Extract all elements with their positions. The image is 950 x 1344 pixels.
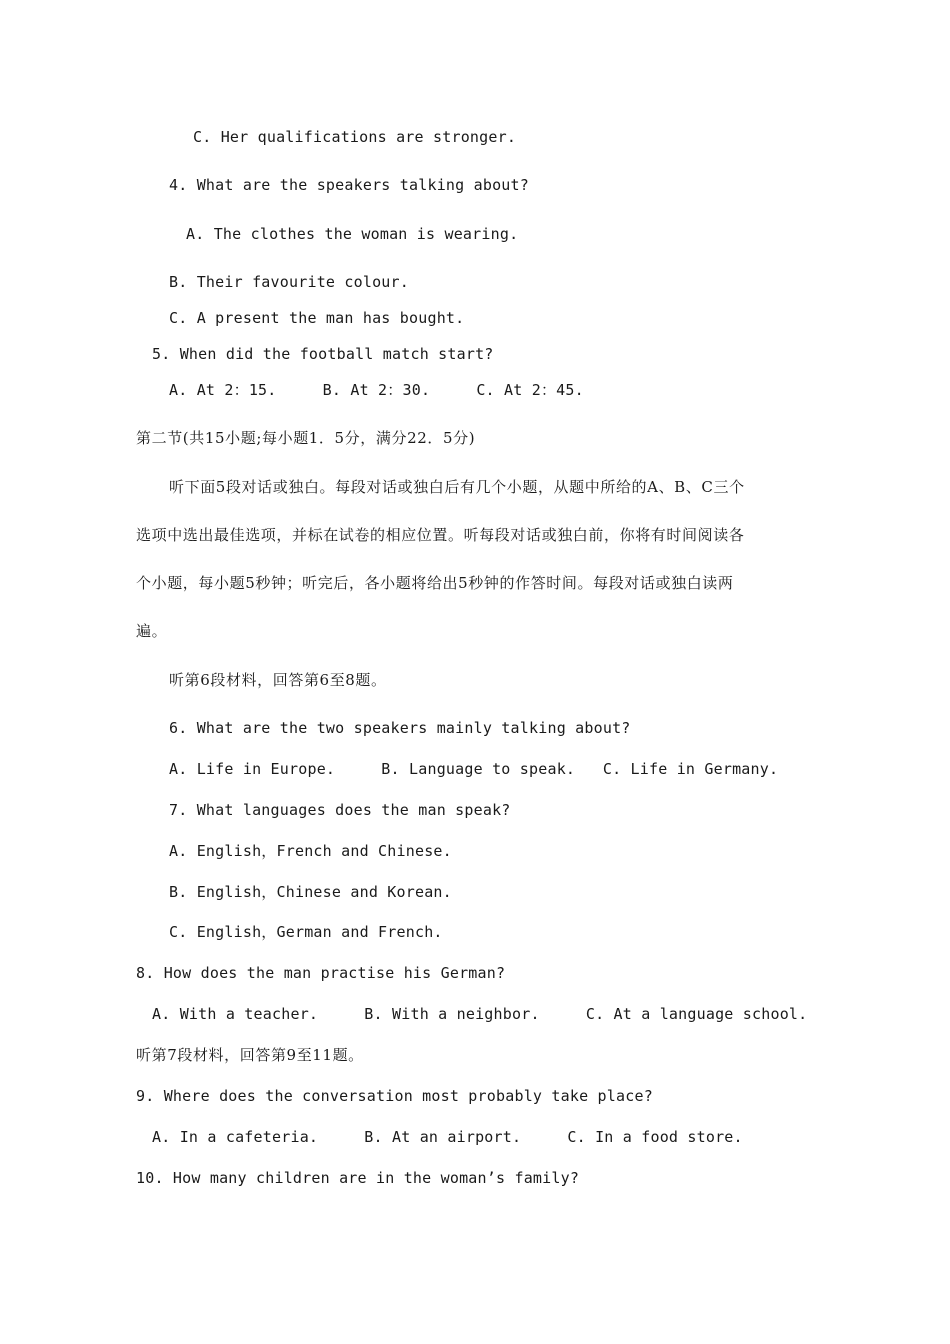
q4-option-a: A. The clothes the woman is wearing. [186, 225, 519, 243]
q4-question: 4. What are the speakers talking about? [169, 176, 529, 194]
q6-options: A. Life in Europe. B. Language to speak. C. Life in Germany. [169, 760, 779, 778]
instructions-line-1: 听下面5段对话或独白。每段对话或独白后有几个小题，从题中所给的A、B、C三个 [169, 478, 745, 496]
q4-option-b: B. Their favourite colour. [169, 273, 409, 291]
q5-options: A. At 2：15. B. At 2：30. C. At 2：45. [169, 381, 584, 399]
q10-question: 10. How many children are in the woman’s family? [136, 1169, 580, 1187]
q4-option-c: C. A present the man has bought. [169, 309, 465, 327]
q3-option-c: C. Her qualifications are stronger. [193, 128, 517, 146]
q9-question: 9. Where does the conversation most probably take place? [136, 1087, 653, 1105]
q7-option-b: B. English，Chinese and Korean. [169, 883, 452, 901]
q5-question: 5. When did the football match start? [152, 345, 494, 363]
q9-options: A. In a cafeteria. B. At an airport. C. In a food store. [152, 1128, 743, 1146]
q7-question: 7. What languages does the man speak? [169, 801, 511, 819]
q6-question: 6. What are the two speakers mainly talking about? [169, 719, 631, 737]
material-6-heading: 听第6段材料，回答第6至8题。 [169, 671, 387, 689]
instructions-line-3: 个小题，每小题5秒钟；听完后，各小题将给出5秒钟的作答时间。每段对话或独白读两 [136, 574, 734, 592]
section-two-heading: 第二节(共15小题;每小题1．5分，满分22．5分) [136, 429, 476, 447]
q8-question: 8. How does the man practise his German? [136, 964, 506, 982]
instructions-line-4: 遍。 [136, 622, 168, 640]
material-7-heading: 听第7段材料，回答第9至11题。 [136, 1046, 364, 1064]
q7-option-c: C. English，German and French. [169, 923, 443, 941]
q8-options: A. With a teacher. B. With a neighbor. C. At a language school. [152, 1005, 808, 1023]
q7-option-a: A. English，French and Chinese. [169, 842, 452, 860]
instructions-line-2: 选项中选出最佳选项，并标在试卷的相应位置。听每段对话或独白前，你将有时间阅读各 [136, 526, 745, 544]
